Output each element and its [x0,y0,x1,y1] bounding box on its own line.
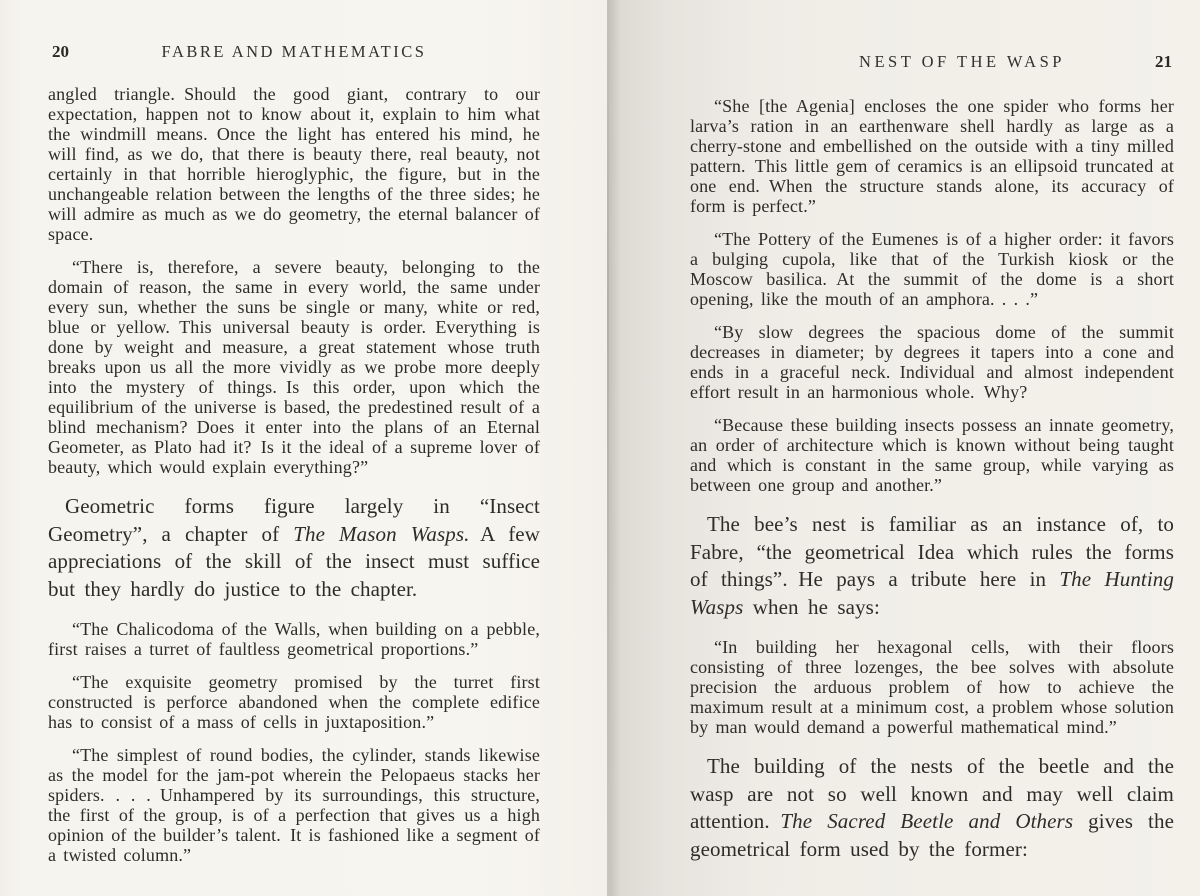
paragraph [48,672,540,732]
text-segment: “The Chalicodoma of the Walls, when building on a pebble, first raises a turret of faultless geometrical proportions.” [48,619,540,659]
text-segment: “The simplest of round bodies, the cylinder, stands likewise as the model for the jam-pot wherein the Pelopaeus stacks her spiders. . . . Unhampered by its surroundings, this structure, the first of the group, is of a perfection that gives us a high opinion of the builder’s talent. It is fashioned like a segment of a twisted column.” [48,745,540,865]
page-right [609,0,1200,896]
paragraph [690,511,1174,621]
page-number-left: 20 [52,42,69,61]
paragraph [48,257,540,477]
text-segment: “In building her hexagonal cells, with their floors consisting of three lozenges, the bee solves with absolute precision the arduous problem of how to achieve the maximum result at a minimum cost, a problem whose solution by man would demand a powerful mathematical mind.” [690,637,1174,737]
paragraph [690,753,1174,863]
book-title-italic: The Hunting Wasps [690,567,1174,619]
paragraph [690,229,1174,309]
text-segment: The bee’s nest is familiar as an instance of, to Fabre, “the geometrical Idea which rules the forms of things”. He pays a tribute here in [690,512,1174,591]
text-segment: The building of the nests of the beetle and the wasp are not so well known and may well claim attention. [690,754,1174,833]
paragraph [48,493,540,603]
running-title-right: NEST OF THE WASP [859,52,1065,71]
paragraph [690,637,1174,737]
text-segment: “The Pottery of the Eumenes is of a higher order: it favors a bulging cupola, like that of the Turkish kiosk or the Moscow basilica. At the summit of the dome is a short opening, like the mouth of an amphora. . . .” [690,229,1174,309]
text-segment: angled triangle. Should the good giant, contrary to our expectation, happen not to know about it, explain to him what the windmill means. Once the light has entered his mind, he will find, as we do, that there is beauty there, real beauty, not certainly in that horrible hieroglyphic, the figure, but in the unchangeable relation between the lengths of the three sides; he will admire as much as we do geometry, the eternal balancer of space. [48,84,540,244]
running-title-left: FABRE AND MATHEMATICS [161,42,427,61]
text-segment: “She [the Agenia] encloses the one spider who forms her larva’s ration in an earthenware shell hardly as large as a cherry-stone and embellished on the outside with a tiny milled pattern. This little gem of ceramics is an ellipsoid truncated at one end. When the structure stands alone, its accuracy of form is perfect.” [690,96,1174,216]
book-title-italic: The Sacred Beetle and Others [780,809,1074,833]
text-segment: “By slow degrees the spacious dome of the summit decreases in diameter; by degrees it tapers into a cone and ends in a graceful neck. Individual and almost independent effort result in an harmonious whole. Why? [690,322,1174,402]
page-number-right: 21 [1155,52,1172,71]
paragraph [48,745,540,865]
text-segment: Geometric forms figure largely in “Insect Geometry”, a chapter of [48,494,540,546]
paragraph [690,322,1174,402]
paragraph [690,96,1174,216]
text-segment: “Because these building insects possess an innate geometry, an order of architecture which is known without being taught and which is constant in the same group, while varying as between one group and another.” [690,415,1174,495]
running-head-left [48,42,540,62]
text-segment: when he says: [743,594,880,619]
running-head-right [690,52,1174,72]
text-segment: “There is, therefore, a severe beauty, belonging to the domain of reason, the same in every world, the same under every sun, whether the suns be single or many, white or red, blue or yellow. This universal beauty is order. Everything is done by weight and measure, a great statement whose truth breaks upon us all the more vividly as we probe more deeply into the mystery of things. Is this order, upon which the equilibrium of the universe is based, the predestined result of a blind mechanism? Does it enter into the plans of an Eternal Geometer, as Plato had it? Is it the ideal of a supreme lover of beauty, which would explain everything?” [48,257,540,477]
text-segment: A few appreciations of the skill of the insect must suffice but they hardly do justice to the chapter. [48,521,540,601]
page-left-text-column [48,84,540,865]
book-title-italic: The Mason Wasps. [293,521,470,546]
paragraph [48,84,540,244]
text-segment: “The exquisite geometry promised by the turret first constructed is perforce abandoned when the complete edifice has to consist of a mass of cells in juxtaposition.” [48,672,540,732]
text-segment: gives the geometrical form used by the former: [690,809,1174,861]
paragraph [48,619,540,659]
page-right-text-column [690,96,1174,863]
paragraph [690,415,1174,495]
